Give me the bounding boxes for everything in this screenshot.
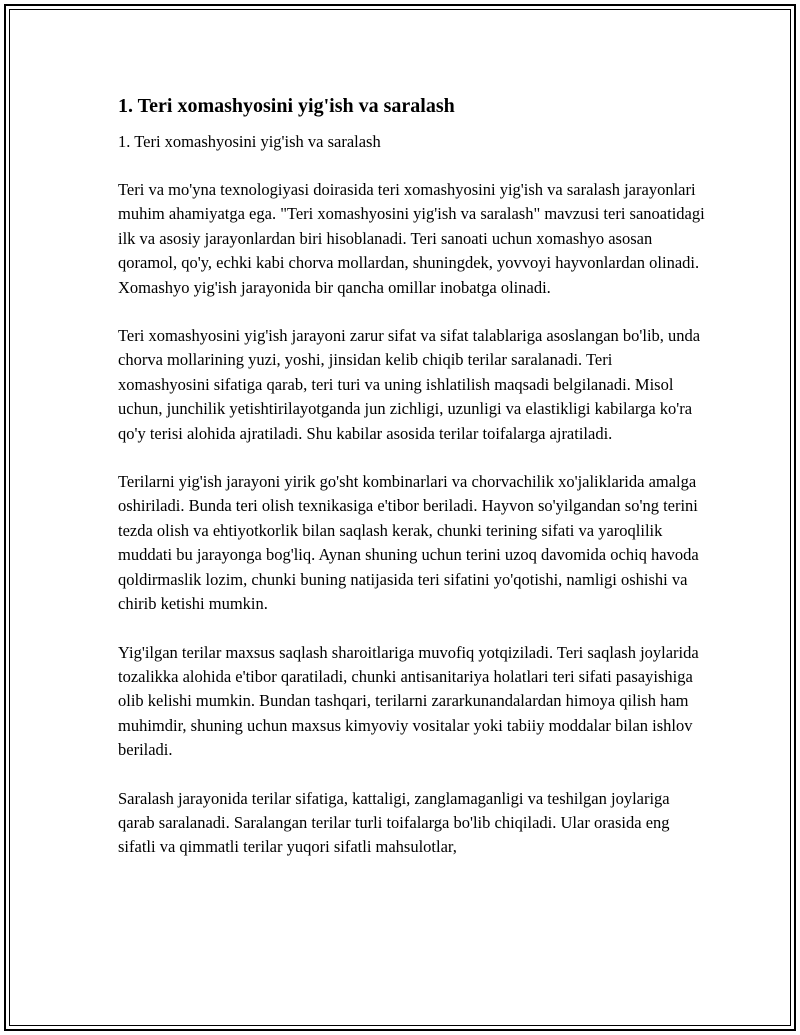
page-title: 1. Teri xomashyosini yig'ish va saralash	[118, 95, 455, 117]
paragraph-3: Terilarni yig'ish jarayoni yirik go'sht kombinarlari va chorvachilik xo'jaliklarida amalga oshiriladi. Bunda teri olish texnikasiga e'tibor beriladi. Hayvon so'yilgandan so'ng terini tezda olish va ehtiyotkorlik bilan saqlash kerak, chunki terining sifati va yaroqlilik muddati bu jarayonga bog'liq. Aynan shuning uchun terini uzoq davomida ochiq havoda qoldirmaslik lozim, chunki buning natijasida teri sifatini yo'qotishi, namligi oshishi va chirib ketishi mumkin.	[118, 472, 699, 614]
section-subtitle: 1. Teri xomashyosini yig'ish va saralash	[118, 132, 381, 151]
paragraph-5: Saralash jarayonida terilar sifatiga, kattaligi, zanglamaganligi va teshilgan joylariga qarab saralanadi. Saralangan terilar turli toifalarga bo'lib chiqiladi. Ular orasida eng sifatli va qimmatli terilar yuqori sifatli mahsulotlar,	[118, 788, 670, 857]
document-body	[118, 92, 708, 860]
paragraph-1: Teri va mo'yna texnologiyasi doirasida teri xomashyosini yig'ish va saralash jarayonlari muhim ahamiyatga ega. "Teri xomashyosini yig'ish va saralash" mavzusi teri sanoatidagi ilk va asosiy jarayonlardan biri hisoblanadi. Teri sanoati uchun xomashyo asosan qoramol, qo'y, echki kabi chorva mollardan, shuningdek, yovvoyi hayvonlardan olinadi. Xomashyo yig'ish jarayonida bir qancha omillar inobatga olinadi.	[118, 180, 705, 297]
paragraph-4: Yig'ilgan terilar maxsus saqlash sharoitlariga muvofiq yotqiziladi. Teri saqlash joylarida tozalikka alohida e'tibor qaratiladi, chunki antisanitariya holatlari teri sifati pasayishiga olib kelishi mumkin. Bundan tashqari, terilarni zararkunandalardan himoya qilish ham muhimdir, shuning uchun maxsus kimyoviy vositalar yoki tabiiy moddalar bilan ishlov beriladi.	[118, 642, 699, 760]
paragraph-2: Teri xomashyosini yig'ish jarayoni zarur sifat va sifat talablariga asoslangan bo'lib, unda chorva mollarining yuzi, yoshi, jinsidan kelib chiqib terilar saralanadi. Teri xomashyosini sifatiga qarab, teri turi va uning ishlatilish maqsadi belgilanadi. Misol uchun, junchilik yetishtirilayotganda jun zichligi, uzunligi va elastikligi kabilarga ko'ra qo'y terisi alohida ajratiladi. Shu kabilar asosida terilar toifalarga ajratiladi.	[118, 326, 701, 443]
